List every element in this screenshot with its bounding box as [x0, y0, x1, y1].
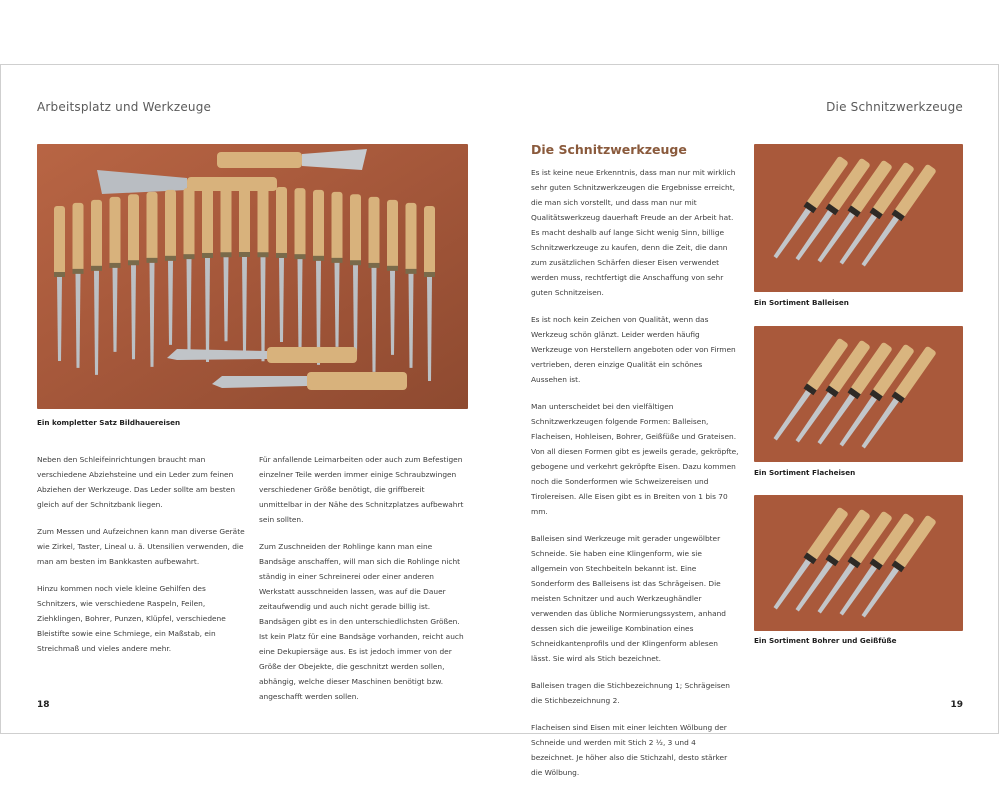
- running-header-left: Arbeitsplatz und Werkzeuge: [37, 100, 212, 114]
- caption-complete-tool-set: Ein kompletter Satz Bildhauereisen: [37, 418, 181, 427]
- page-number-left: 18: [37, 700, 50, 710]
- caption-flacheisen: Ein Sortiment Flacheisen: [754, 468, 856, 477]
- paragraph: Für anfallende Leimarbeiten oder auch zum Befestigen einzelner Teile werden immer einige Schraubzwingen verschiedener Größe benötigt, die griffbereit unmittelbar in der Nähe des Schnitzplatzes aufbewahrt sein sollten.: [259, 455, 464, 524]
- section-title: Die Schnitzwerkzeuge: [531, 142, 687, 157]
- caption-balleisen: Ein Sortiment Balleisen: [754, 298, 849, 307]
- paragraph: Man unterscheidet bei den vielfältigen Schnitzwerkzeugen folgende Formen: Balleisen, Flacheisen, Hohleisen, Bohrer, Geißfüße und Grateisen. Von all diesen Formen gibt es jeweils gerade, gekröpfte, gebogene und verkehrt gekröpfte Eisen. Dazu kommen noch die Sonderformen wie Schweizereisen und Tirolereisen. Alle Eisen gibt es in Breiten von 1 bis 70 mm.: [531, 402, 739, 516]
- paragraph: Balleisen tragen die Stichbezeichnung 1; Schrägeisen die Stichbezeichnung 2.: [531, 681, 730, 705]
- left-column-2: [259, 452, 467, 704]
- left-column-1: [37, 452, 247, 656]
- right-text-column: [531, 165, 739, 780]
- running-header-right: Die Schnitzwerkzeuge: [826, 100, 963, 114]
- paragraph: Flacheisen sind Eisen mit einer leichten Wölbung der Schneide und werden mit Stich 2 ½, 3 und 4 bezeichnet. Je höher also die Stichzahl, desto stärker die Wölbung.: [531, 723, 728, 777]
- caption-bohrer-geissfuesse: Ein Sortiment Bohrer und Geißfüße: [754, 636, 897, 645]
- paragraph: Es ist noch kein Zeichen von Qualität, wenn das Werkzeug schön glänzt. Leider werden häufig Werkzeuge von Herstellern angeboten oder von Firmen vertrieben, deren einzige Qualität ein schönes Aussehen ist.: [531, 315, 736, 384]
- paragraph: Balleisen sind Werkzeuge mit gerader ungewölbter Schneide. Sie haben eine Klingenform, wie sie allgemein von Stechbeiteln bekannt ist. Eine Sonderform des Balleisens ist das Schrägeisen. Die meisten Schnitzer und auch Werkzeughändler verwenden das übliche Normierungssystem, anhand dessen sich die jeweilige Kombination eines Schneidkantenprofils und der Klingenform ablesen lässt. Sie wird als Stich bezeichnet.: [531, 534, 726, 663]
- photo-balleisen: [754, 144, 963, 292]
- photo-complete-tool-set: [37, 144, 468, 409]
- paragraph: Zum Messen und Aufzeichnen kann man diverse Geräte wie Zirkel, Taster, Lineal u. ä. Utensilien verwenden, die man am besten im Bankkasten aufbewahrt.: [37, 527, 245, 566]
- photo-flacheisen: [754, 326, 963, 462]
- paragraph: Zum Zuschneiden der Rohlinge kann man eine Bandsäge anschaffen, will man sich die Rohlinge nicht ständig in einer Schreinerei oder einer anderen Werkstatt ausschneiden lassen, was auf die Dauer zeitaufwendig und auch nicht gerade billig ist. Bandsägen gibt es in den unterschiedlichsten Größen. Ist kein Platz für eine Bandsäge vorhanden, reicht auch eine Dekupiersäge aus. Es ist jedoch immer von der Größe der Obejekte, die geschnitzt werden sollen, abhängig, welche dieser Maschinen benötigt bzw. angeschafft werden sollen.: [259, 542, 464, 701]
- page-number-right: 19: [950, 700, 963, 710]
- paragraph: Es ist keine neue Erkenntnis, dass man nur mit wirklich sehr guten Schnitzwerkzeugen die Ergebnisse erreicht, die man sich vorstellt, und dass man nur mit Qualitätswerkzeug dauerhaft Freude an der Arbeit hat. Es macht deshalb auf lange Sicht wenig Sinn, billige Schnitzwerkzeuge zu kaufen, denn die Zeit, die dann zum zusätzlichen Schärfen dieser Eisen verwendet werden muss, rechtfertigt die Anschaffung von sehr guten Schnitzeisen.: [531, 168, 736, 297]
- paragraph: Hinzu kommen noch viele kleine Gehilfen des Schnitzers, wie verschiedene Raspeln, Feilen, Ziehklingen, Bohrer, Punzen, Klüpfel, verschiedene Bleistifte sowie eine Schmiege, ein Maßstab, ein Streichmaß und vieles andere mehr.: [37, 584, 226, 653]
- paragraph: Neben den Schleifeinrichtungen braucht man verschiedene Abziehsteine und ein Leder zum feinen Abziehen der Werkzeuge. Das Leder sollte am besten gleich auf der Schnitzbank liegen.: [37, 455, 236, 509]
- photo-bohrer-geissfuesse: [754, 495, 963, 631]
